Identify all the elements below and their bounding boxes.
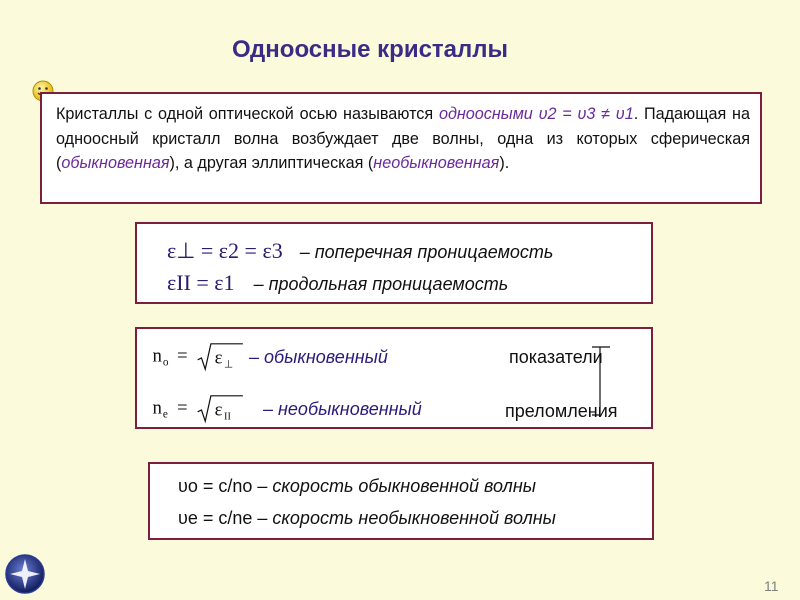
permittivity-box <box>135 222 653 304</box>
svg-text:e: e <box>162 408 168 421</box>
par-permittivity-row <box>167 270 508 296</box>
slide-title: Одноосные кристаллы <box>231 36 509 63</box>
extraordinary-index-formula <box>149 393 269 425</box>
extraordinary-velocity-formula: υe = c/ne <box>178 508 253 528</box>
refractive-index-box <box>135 327 653 429</box>
svg-text:ε: ε <box>214 399 223 421</box>
intro-line1-text: Кристаллы с одной оптической осью называются <box>56 105 439 123</box>
svg-text:=: = <box>177 397 188 419</box>
svg-text:n: n <box>152 345 162 367</box>
intro-uniaxial-term: одноосными <box>438 105 533 123</box>
intro-line3-text-b: ), а другая эллиптическая <box>169 154 364 172</box>
indices-side-label-top: показатели <box>509 347 603 367</box>
ordinary-velocity-desc: – скорость обыкновенной волны <box>257 476 536 496</box>
velocity-box <box>148 462 654 540</box>
extraordinary-velocity-row <box>178 508 556 529</box>
extraordinary-velocity-desc: – скорость необыкновенной волны <box>257 508 556 528</box>
logo-icon <box>4 553 46 595</box>
svg-text:n: n <box>152 397 162 419</box>
svg-text:=: = <box>177 345 188 367</box>
intro-ordinary-term: обыкновенная <box>61 154 170 172</box>
ordinary-velocity-row <box>178 476 536 497</box>
perp-permittivity-row <box>167 238 553 264</box>
par-permittivity-formula: εII = ε1 <box>167 270 235 295</box>
perp-permittivity-formula: ε⊥ = ε2 = ε3 <box>167 238 283 263</box>
svg-text:ε: ε <box>214 347 223 369</box>
intro-line4-text-b: ). <box>499 154 510 172</box>
page-number: 11 <box>764 578 779 594</box>
indices-side-label-bottom: преломления <box>505 401 618 421</box>
ordinary-velocity-formula: υo = c/no <box>178 476 253 496</box>
intro-line4-text-a: ( <box>367 154 374 172</box>
intro-box <box>40 92 762 204</box>
intro-paragraph <box>56 102 750 176</box>
ordinary-index-desc: – обыкновенный <box>249 347 388 367</box>
svg-text:II: II <box>224 411 231 423</box>
svg-text:o: o <box>162 356 169 369</box>
intro-line1-end: . <box>633 105 639 123</box>
svg-text:⊥: ⊥ <box>224 359 234 371</box>
intro-velocity-formula: υ2 = υ3 ≠ υ1 <box>538 105 634 123</box>
intro-line2-text: Падающая на одноосный кристалл волна возбуждает две волны, одна из <box>56 105 750 148</box>
par-permittivity-desc: – продольная проницаемость <box>253 274 509 294</box>
perp-permittivity-desc: – поперечная проницаемость <box>299 242 554 262</box>
extraordinary-index-desc: – необыкновенный <box>263 399 422 419</box>
intro-line3-text-a: которых сферическая ( <box>56 129 750 172</box>
intro-extraordinary-term: необыкновенная <box>373 154 500 172</box>
